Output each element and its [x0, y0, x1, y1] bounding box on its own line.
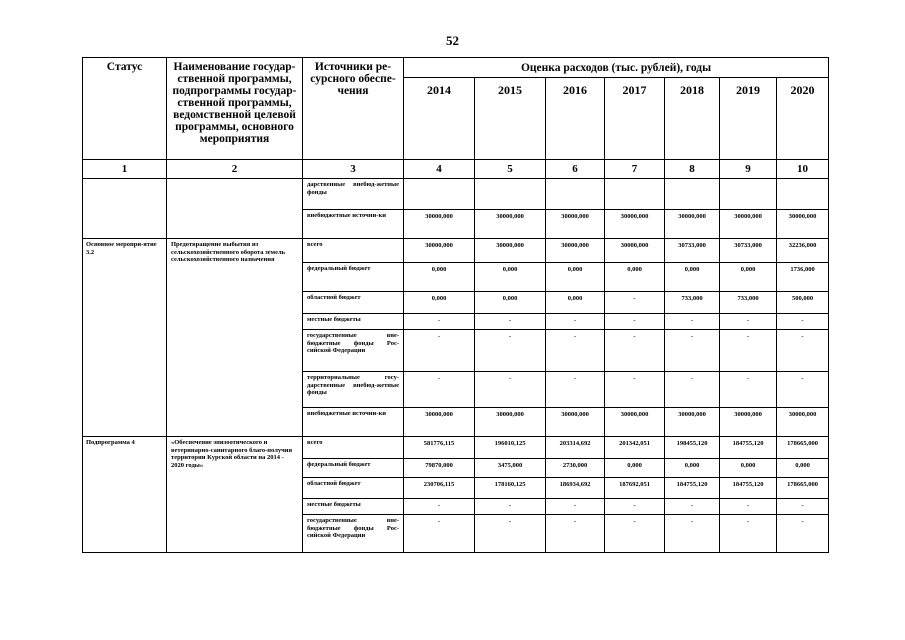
cell-value: 3475,000 [475, 459, 546, 478]
cell-value: - [546, 515, 605, 553]
cell-value: 178160,125 [475, 478, 546, 499]
column-number: 3 [303, 160, 404, 179]
cell-value: - [605, 292, 665, 314]
cell-value: - [404, 330, 475, 372]
row-status: Основное меропри-ятие 3.2 [83, 239, 167, 437]
cell-value: 30000,000 [605, 408, 665, 437]
cell-value: 184755,120 [720, 478, 777, 499]
cell-value [475, 179, 546, 210]
cell-value: - [404, 515, 475, 553]
cell-value: 198455,120 [665, 437, 720, 459]
header-year: 2020 [777, 78, 829, 160]
cell-value: 0,000 [665, 263, 720, 292]
row-source: местные бюджеты [303, 314, 404, 330]
cell-value [777, 179, 829, 210]
cell-value: - [605, 515, 665, 553]
cell-value: 0,000 [777, 459, 829, 478]
cell-value: - [777, 314, 829, 330]
cell-value: - [720, 499, 777, 515]
cell-value: 30000,000 [605, 210, 665, 239]
cell-value: 30000,000 [546, 239, 605, 263]
cell-value: 581776,115 [404, 437, 475, 459]
header-year: 2019 [720, 78, 777, 160]
cell-value: 0,000 [404, 263, 475, 292]
cell-value: - [665, 515, 720, 553]
row-source: внебюджетные источни-ки [303, 210, 404, 239]
cell-value: - [720, 314, 777, 330]
cell-value [605, 179, 665, 210]
cell-value: - [475, 515, 546, 553]
cell-value: - [777, 330, 829, 372]
cell-value: 30000,000 [404, 239, 475, 263]
cell-value [665, 179, 720, 210]
header-year: 2016 [546, 78, 605, 160]
cell-value: - [720, 372, 777, 408]
cell-value: 30000,000 [546, 408, 605, 437]
table-row [83, 179, 829, 210]
cell-value: - [546, 499, 605, 515]
cell-value: - [605, 314, 665, 330]
cell-value: 30000,000 [404, 210, 475, 239]
cell-value: - [605, 372, 665, 408]
cell-value: - [605, 330, 665, 372]
cell-value: - [665, 314, 720, 330]
header-sources: Источники ре-сурсного обеспе-чения [303, 58, 404, 160]
cell-value: - [546, 330, 605, 372]
cell-value: 30000,000 [777, 210, 829, 239]
cell-value: 30000,000 [546, 210, 605, 239]
cell-value: 184755,120 [665, 478, 720, 499]
cell-value: - [546, 314, 605, 330]
column-number: 6 [546, 160, 605, 179]
header-year: 2018 [665, 78, 720, 160]
cell-value: 0,000 [546, 263, 605, 292]
cell-value: - [665, 330, 720, 372]
column-number: 4 [404, 160, 475, 179]
cell-value: - [475, 314, 546, 330]
cell-value: - [777, 499, 829, 515]
cell-value: 201342,051 [605, 437, 665, 459]
cell-value: - [546, 372, 605, 408]
cell-value: 230706,115 [404, 478, 475, 499]
cell-value: - [777, 372, 829, 408]
column-number: 8 [665, 160, 720, 179]
row-source: местные бюджеты [303, 499, 404, 515]
row-source: федеральный бюджет [303, 459, 404, 478]
cell-value: - [605, 499, 665, 515]
cell-value: - [475, 330, 546, 372]
cell-value: 30000,000 [665, 408, 720, 437]
row-source: дарственные внебюд-жетные фонды [303, 179, 404, 210]
cell-value [404, 179, 475, 210]
row-status: Подпрограмма 4 [83, 437, 167, 553]
cell-value: - [777, 515, 829, 553]
column-number: 7 [605, 160, 665, 179]
header-year: 2015 [475, 78, 546, 160]
cell-value: - [665, 372, 720, 408]
cell-value: 30733,000 [720, 239, 777, 263]
cell-value: - [720, 330, 777, 372]
cell-value: 79870,000 [404, 459, 475, 478]
cell-value: 0,000 [404, 292, 475, 314]
cell-value: 30000,000 [720, 408, 777, 437]
column-number: 5 [475, 160, 546, 179]
row-source: всего [303, 239, 404, 263]
table-row [83, 437, 829, 459]
cell-value: 187692,051 [605, 478, 665, 499]
header-expenses: Оценка расходов (тыс. рублей), годы [404, 58, 829, 78]
row-program-name: «Обеспечение эпизоотического и ветеринарно-санитарного благо-получия территории Курской области на 2014 - 2020 годы» [167, 437, 303, 553]
row-source: внебюджетные источни-ки [303, 408, 404, 437]
cell-value: 1736,000 [777, 263, 829, 292]
cell-value: - [404, 499, 475, 515]
row-source: государственные вне-бюджетные фонды Рос-сийской Федерации [303, 515, 404, 553]
row-program-name [167, 179, 303, 239]
cell-value: 30000,000 [665, 210, 720, 239]
cell-value: 0,000 [665, 459, 720, 478]
cell-value: 0,000 [605, 263, 665, 292]
expenses-table [82, 57, 829, 553]
row-source: областной бюджет [303, 478, 404, 499]
cell-value: 178665,000 [777, 437, 829, 459]
column-number: 10 [777, 160, 829, 179]
cell-value: 178665,000 [777, 478, 829, 499]
cell-value: 32236,000 [777, 239, 829, 263]
header-year: 2014 [404, 78, 475, 160]
cell-value: 196010,125 [475, 437, 546, 459]
row-status [83, 179, 167, 239]
column-number: 1 [83, 160, 167, 179]
cell-value: 733,000 [665, 292, 720, 314]
cell-value: 30733,000 [665, 239, 720, 263]
cell-value: - [665, 499, 720, 515]
cell-value: 30000,000 [605, 239, 665, 263]
cell-value: 30000,000 [475, 239, 546, 263]
row-source: федеральный бюджет [303, 263, 404, 292]
cell-value: 2730,000 [546, 459, 605, 478]
cell-value: 184755,120 [720, 437, 777, 459]
header-year: 2017 [605, 78, 665, 160]
column-number: 9 [720, 160, 777, 179]
page-number: 52 [446, 33, 459, 48]
row-source: территориальные госу-дарственные внебюд-жетные фонды [303, 372, 404, 408]
cell-value: 30000,000 [777, 408, 829, 437]
header-name: Наименование государ-ственной программы, подпрограммы государ-ственной программы, ведомственной целевой программы, основного мероприятия [167, 58, 303, 160]
cell-value: - [720, 515, 777, 553]
row-source: государственные вне-бюджетные фонды Рос-сийской Федерации [303, 330, 404, 372]
cell-value: 733,000 [720, 292, 777, 314]
cell-value: 186934,692 [546, 478, 605, 499]
cell-value: - [475, 499, 546, 515]
column-number: 2 [167, 160, 303, 179]
cell-value: 0,000 [546, 292, 605, 314]
header-status: Статус [83, 58, 167, 160]
cell-value: - [404, 372, 475, 408]
row-source: всего [303, 437, 404, 459]
cell-value: 203314,692 [546, 437, 605, 459]
cell-value: 500,000 [777, 292, 829, 314]
cell-value [720, 179, 777, 210]
cell-value: 0,000 [475, 263, 546, 292]
cell-value: 0,000 [720, 459, 777, 478]
cell-value: 30000,000 [475, 408, 546, 437]
row-source: областной бюджет [303, 292, 404, 314]
table-row [83, 239, 829, 263]
cell-value: - [404, 314, 475, 330]
cell-value: 30000,000 [404, 408, 475, 437]
cell-value: 30000,000 [720, 210, 777, 239]
cell-value: 0,000 [720, 263, 777, 292]
cell-value: 0,000 [475, 292, 546, 314]
row-program-name: Предотвращение выбытия из сельскохозяйственного оборота земель сельскохозяйственного назначения [167, 239, 303, 437]
cell-value [546, 179, 605, 210]
cell-value: 30000,000 [475, 210, 546, 239]
cell-value: - [475, 372, 546, 408]
cell-value: 0,000 [605, 459, 665, 478]
